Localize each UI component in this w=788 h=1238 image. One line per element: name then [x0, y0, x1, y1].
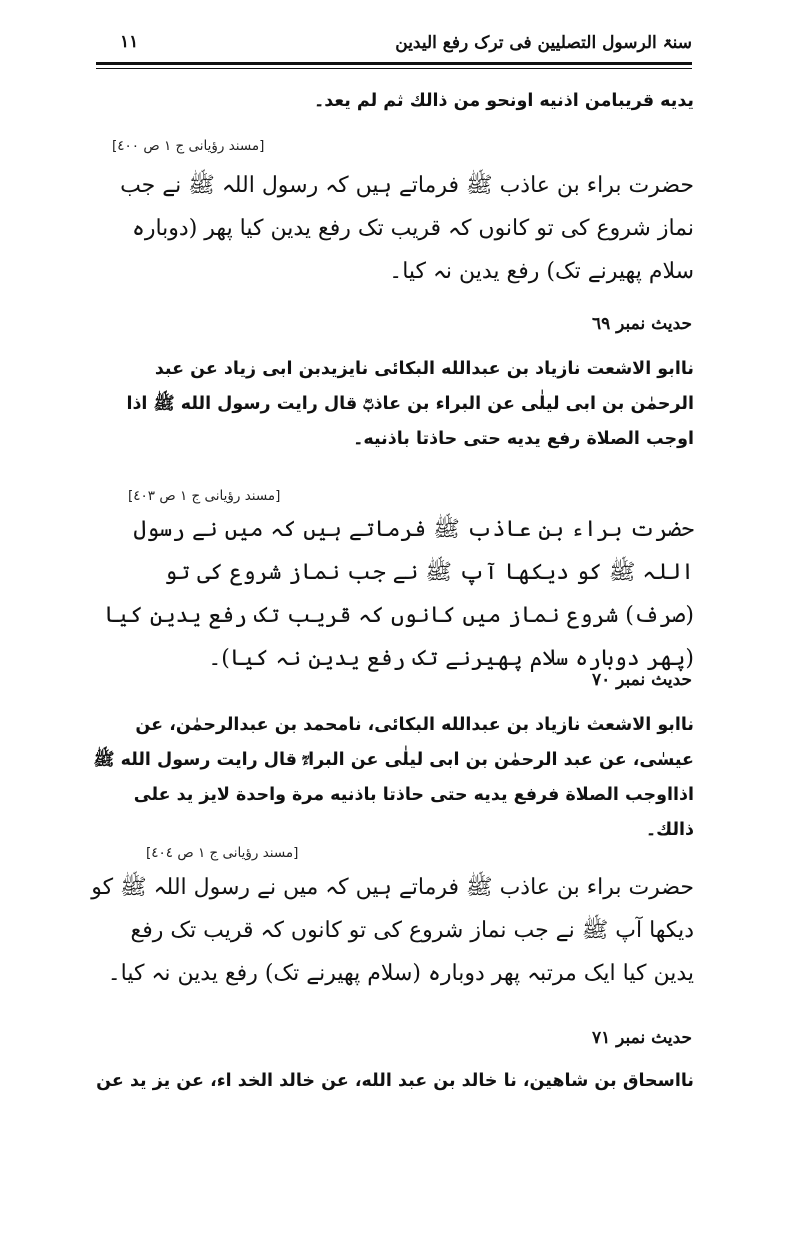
urdu-translation-3: حضرت براء بن عاذب ﷺ فرماتے ہیں کہ میں نے رسول اللہ ﷺ کو دیکھا آپ ﷺ نے جب نماز شروع کی تو کانوں کہ قریب تک رفع یدین کیا ایک مرتبہ پھر دوبارہ (سلام پھیرنے تک) رفع یدین نہ کیا۔ [91, 875, 694, 986]
header-rule-thin [96, 68, 692, 69]
reference-400: [مسند رؤیانی ج ۱ ص ٤٠٠] [112, 138, 265, 154]
urdu-translation-2: حضرت براء بن عاذب ﷺ فرماتے ہیں کہ میں نے رسول اللہ ﷺ کو دیکھا آپ ﷺ نے جب نماز شروع کی تو (صرف) شروع نماز میں کانوں کہ قریب تک رفع یدین کیا (پھر دوبارہ سلام پھیرنے تک رفع یدین نہ کیا)۔ [104, 517, 694, 671]
reference-403: [مسند رؤیانی ج ۱ ص ٤٠٣] [128, 488, 281, 504]
arabic-text-70: ناابو الاشعث نازیاد بن عبدالله البکائی، نامحمد بن عبدالرحمٰن، عن عیسٰی، عن عبد الرحمٰن بن ابی لیلٰی عن البراءؓ قال رایت رسول الله ﷺ اذااوجب الصلاة فرفع یدیه حتی حاذتا باذنیه مرة واحدة لایز ید علی ذالك۔ [93, 715, 694, 840]
header-rule-thick [96, 62, 692, 65]
arabic-text-1: یدیه قریبامن اذنیه اونحو من ذالك ثم لم یعد۔ [314, 91, 694, 111]
page-header [96, 28, 692, 62]
hadith-heading-71: حدیث نمبر ٧١ [591, 1028, 692, 1048]
reference-404: [مسند رؤیانی ج ۱ ص ٤٠٤] [146, 845, 299, 861]
hadith-heading-70: حدیث نمبر ٧٠ [591, 670, 692, 690]
arabic-text-69: ناابو الاشعت نازیاد بن عبدالله البکائی نایزیدبن ابی زیاد عن عبد الرحمٰن بن ابی لیلٰی عن البراء بن عاذبؓ قال رایت رسول الله ﷺ اذا اوجب الصلاة رفع یدیه حتی حاذتا باذنیه۔ [126, 359, 694, 449]
arabic-text-71: نااسحاق بن شاهین، نا خالد بن عبد الله، عن خالد الخد اء، عن یز ید عن [96, 1071, 694, 1091]
book-title: سنۃ الرسول التصلیین فی ترک رفع الیدین [395, 33, 692, 53]
page-number: ۱۱ [120, 32, 139, 52]
hadith-heading-69: حدیث نمبر ٦٩ [591, 314, 692, 334]
urdu-translation-1: حضرت براء بن عاذب ﷺ فرماتے ہیں کہ رسول اللہ ﷺ نے جب نماز شروع کی تو کانوں کہ قریب تک رفع یدین کیا پھر (دوبارہ سلام پھیرنے تک) رفع یدین نہ کیا۔ [120, 173, 694, 284]
